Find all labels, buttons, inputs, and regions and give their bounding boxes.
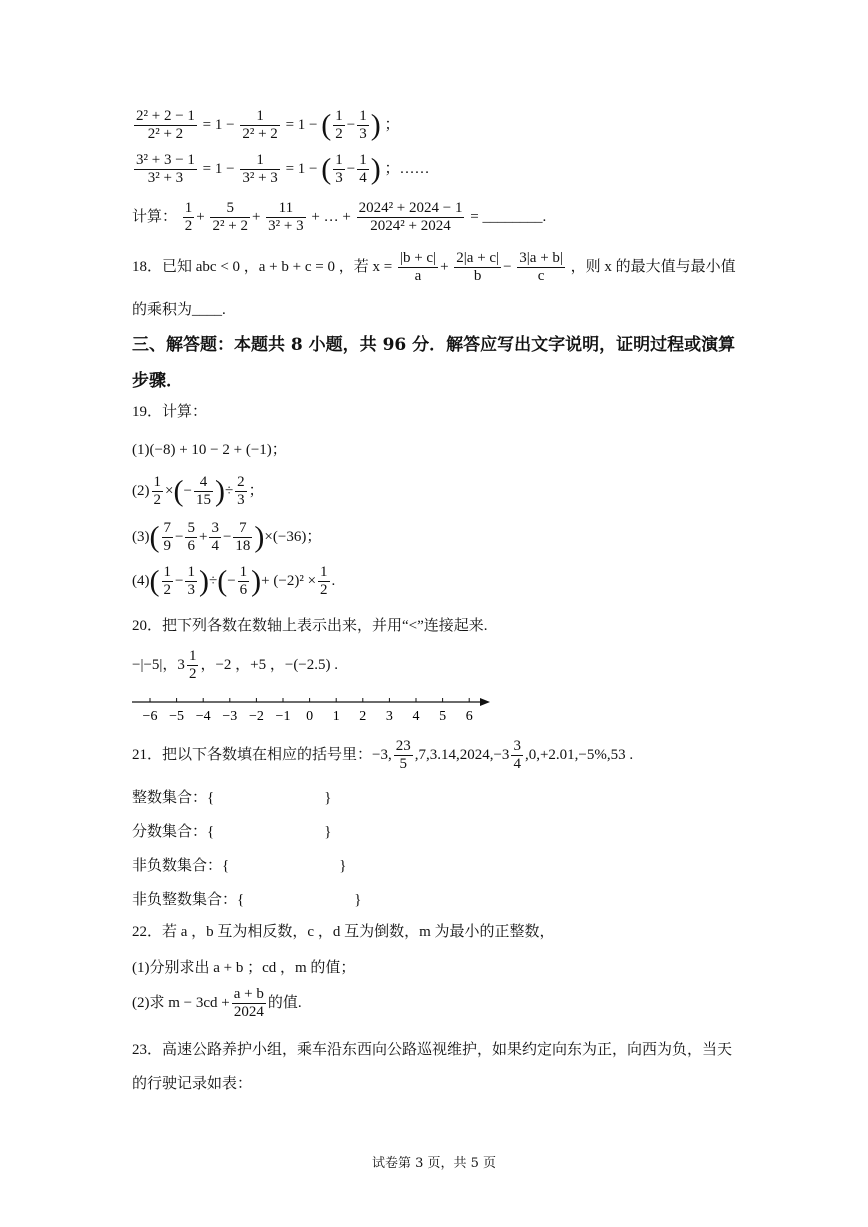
pattern-line-1: $\frac{\text{2² + 2 − 1}}{\text{2² + 2}}$ = 1 − $\frac{1}{\text{2² + 2}}$ = 1 − ( $\frac{1}{2}$ − $\frac{1}{3}$ ) ； <box>136 108 400 142</box>
q22-part-2: (2)求 m − 3cd + $\frac{a + b}{2024}$ 的值. <box>132 986 302 1020</box>
q19-part-4: (4)( $\frac{1}{2}$ − $\frac{1}{3}$ )÷(− $\frac{1}{6}$ )+ (−2)² × $\frac{1}{2}$ . <box>132 564 336 598</box>
question-22-title: 22．若 a ，b 互为相反数，c ，d 互为倒数，m 为最小的正整数， <box>132 924 555 940</box>
q19-part-3: (3)( $\frac{7}{9}$ − $\frac{5}{6}$ + $\frac{3}{4}$ − $\frac{7}{18}$ )×(−36)； <box>132 520 322 554</box>
q19-part-1: (1)(−8) + 10 − 2 + (−1)； <box>132 442 287 458</box>
question-20-title: 20．把下列各数在数轴上表示出来，并用“<”连接起来. <box>132 618 488 634</box>
page-footer: 试卷第 3 页，共 5 页 <box>371 1156 497 1171</box>
question-19-title: 19．计算： <box>132 404 208 420</box>
tick-label: −2 <box>248 709 264 724</box>
q22-part-1: (1)分别求出 a + b ；cd ，m 的值； <box>132 960 356 976</box>
section-heading: 三、解答题：本题共 8 小题，共 96 分．解答应写出文字说明，证明过程或演算 <box>132 335 736 355</box>
tick-label: 1 <box>332 709 340 724</box>
tick-label: 3 <box>385 709 393 724</box>
section-heading-2: 步骤． <box>132 371 183 391</box>
question-18: 18．已知 abc < 0 ，a + b + c = 0 ，若 x = $\frac{|b + c|}{a}$ + $\frac{2|a + c|}{b}$ − $\frac{3|a + b|}{c}$ ，则 x 的最大值与最小值 <box>132 250 736 284</box>
tick-label: −4 <box>195 709 211 724</box>
pattern-line-2: $\frac{\text{3² + 3 − 1}}{\text{3² + 3}}$ = 1 − $\frac{1}{\text{3² + 3}}$ = 1 − ( $\frac{1}{3}$ − $\frac{1}{4}$ ) ；…… <box>136 152 430 186</box>
question-21: 21．把以下各数填在相应的括号里：−3, $\frac{23}{5}$ ,7,3.14,2024,−3 $\frac{3}{4}$ ,0,+2.01,−5%,53 . <box>132 738 634 772</box>
tick-label: −6 <box>142 709 158 724</box>
tick-label: −1 <box>275 709 291 724</box>
set-integer: 整数集合：{ } <box>132 790 332 806</box>
question-23-line-2: 的行驶记录如表： <box>132 1076 253 1092</box>
tick-label: −5 <box>169 709 185 724</box>
tick-label: 4 <box>412 709 420 724</box>
arrow-icon <box>480 698 490 706</box>
q20-numbers: −|−5|，3 $\frac{1}{2}$ ，−2 ，+5 ，−(−2.5) . <box>132 648 339 682</box>
number-line <box>128 694 498 728</box>
set-nonnegative-integer: 非负整数集合：{ } <box>132 892 362 908</box>
set-fraction: 分数集合：{ } <box>132 824 332 840</box>
calc-line: 计算： $\frac{1}{2}$ + $\frac{5}{\text{2² + 2}}$ + $\frac{11}{\text{3² + 3}}$ + … + $\frac{\text{2024² + 2024 − 1}}{\text{2024² + 2024}}$ = ________. <box>132 200 547 234</box>
question-18-line-2: 的乘积为____. <box>132 302 226 318</box>
tick-label: 6 <box>465 709 473 724</box>
tick-label: 5 <box>439 709 447 724</box>
fraction: $\frac{\text{2² + 2 − 1}}{\text{2² + 2}}$ <box>136 108 195 142</box>
q19-part-2: (2) $\frac{1}{2}$ ×(− $\frac{4}{15}$ )÷ $\frac{2}{3}$ ； <box>132 474 264 508</box>
question-23-line-1: 23．高速公路养护小组，乘车沿东西向公路巡视维护，如果约定向东为正，向西为负，当天 <box>132 1042 733 1058</box>
set-nonnegative: 非负数集合：{ } <box>132 858 347 874</box>
tick-label: 0 <box>306 709 314 724</box>
fraction: $\frac{1}{\text{2² + 2}}$ <box>242 108 278 142</box>
tick-label: −3 <box>222 709 238 724</box>
tick-label: 2 <box>359 709 367 724</box>
